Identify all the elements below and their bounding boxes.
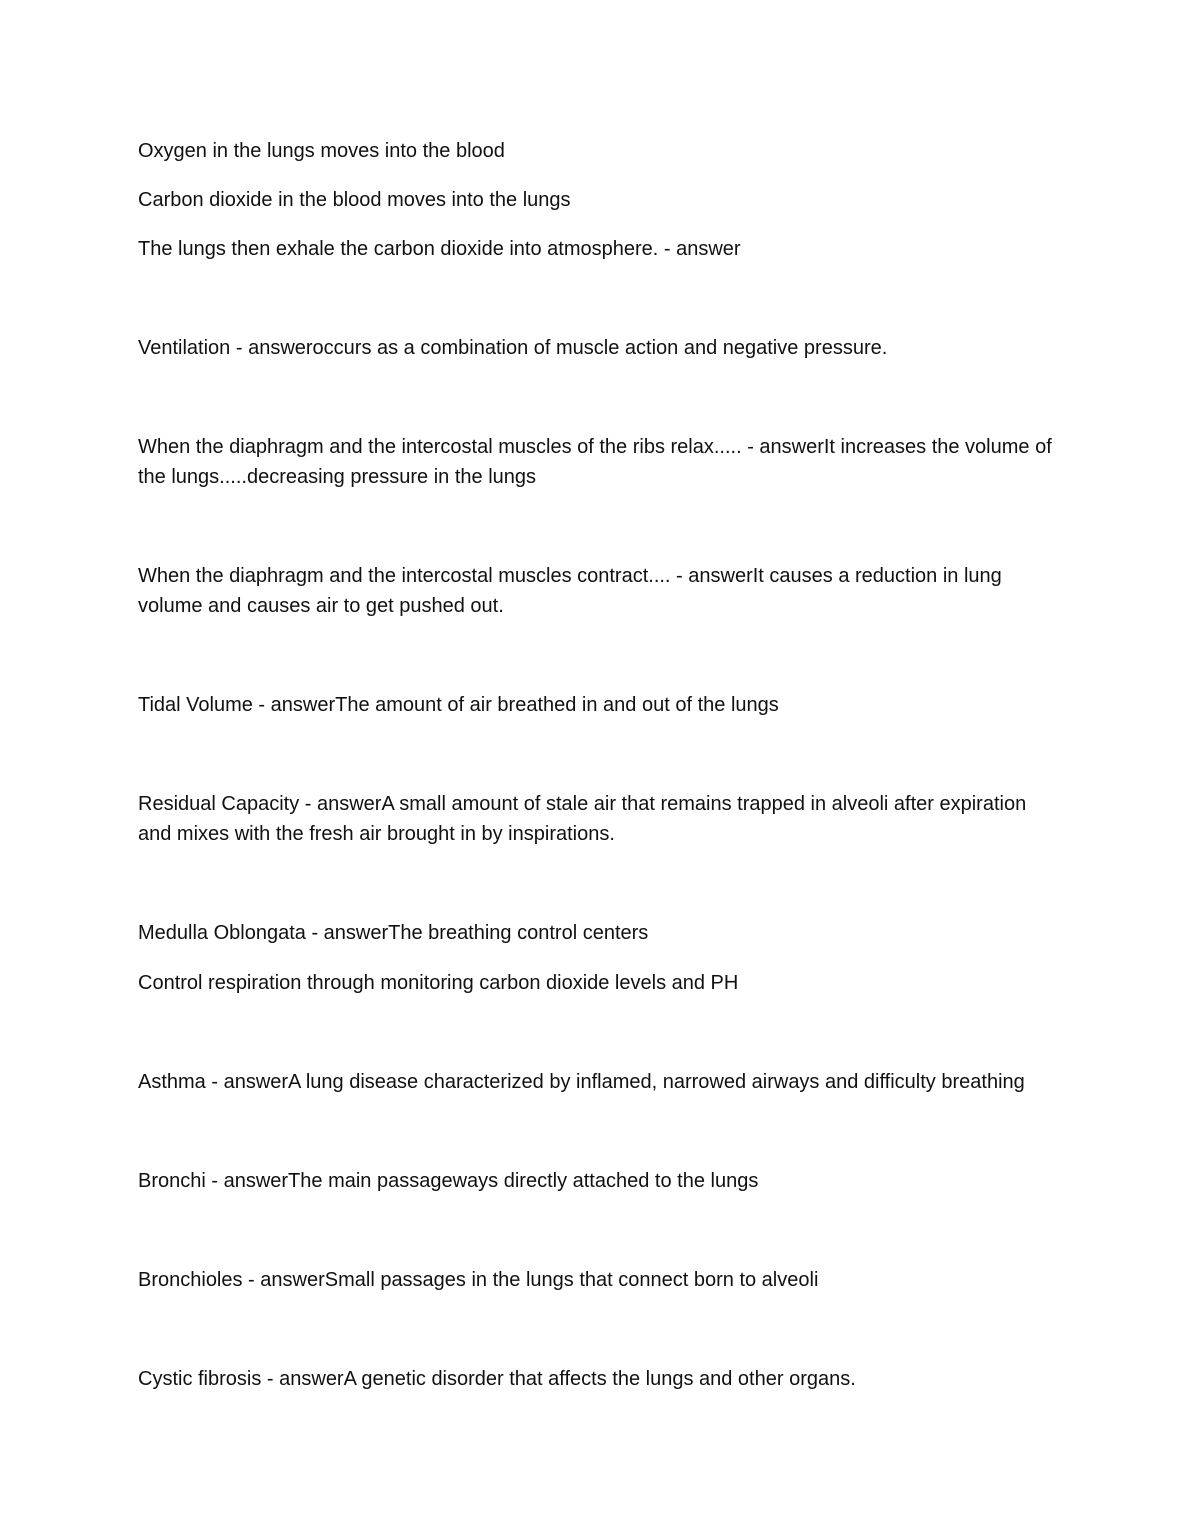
- term-tidal-volume: Tidal Volume - answerThe amount of air breathed in and out of the lungs: [138, 694, 779, 716]
- term-cystic-fibrosis: Cystic fibrosis - answerA genetic disorder that affects the lungs and other organs.: [138, 1368, 856, 1390]
- text-line: Control respiration through monitoring carbon dioxide levels and PH: [138, 972, 739, 994]
- text-line: The lungs then exhale the carbon dioxide into atmosphere. - answer: [138, 238, 741, 260]
- term-medulla-oblongata: Medulla Oblongata - answerThe breathing control centers: [138, 922, 649, 944]
- term-bronchioles: Bronchioles - answerSmall passages in the lungs that connect born to alveoli: [138, 1269, 819, 1291]
- text-line: Oxygen in the lungs moves into the blood: [138, 140, 505, 162]
- text-line: Carbon dioxide in the blood moves into the lungs: [138, 189, 571, 211]
- term-bronchi: Bronchi - answerThe main passageways directly attached to the lungs: [138, 1170, 759, 1192]
- term-residual-capacity: Residual Capacity - answerA small amount of stale air that remains trapped in alveoli after expiration and mixes with the fresh air brought in by inspirations.: [138, 793, 1027, 845]
- term-relax: When the diaphragm and the intercostal muscles of the ribs relax..... - answerIt increases the volume of the lungs.....decreasing pressure in the lungs: [138, 436, 1052, 488]
- term-asthma: Asthma - answerA lung disease characterized by inflamed, narrowed airways and difficulty breathing: [138, 1071, 1025, 1093]
- term-ventilation: Ventilation - answeroccurs as a combination of muscle action and negative pressure.: [138, 337, 888, 359]
- term-contract: When the diaphragm and the intercostal muscles contract.... - answerIt causes a reduction in lung volume and causes air to get pushed out.: [138, 565, 1002, 617]
